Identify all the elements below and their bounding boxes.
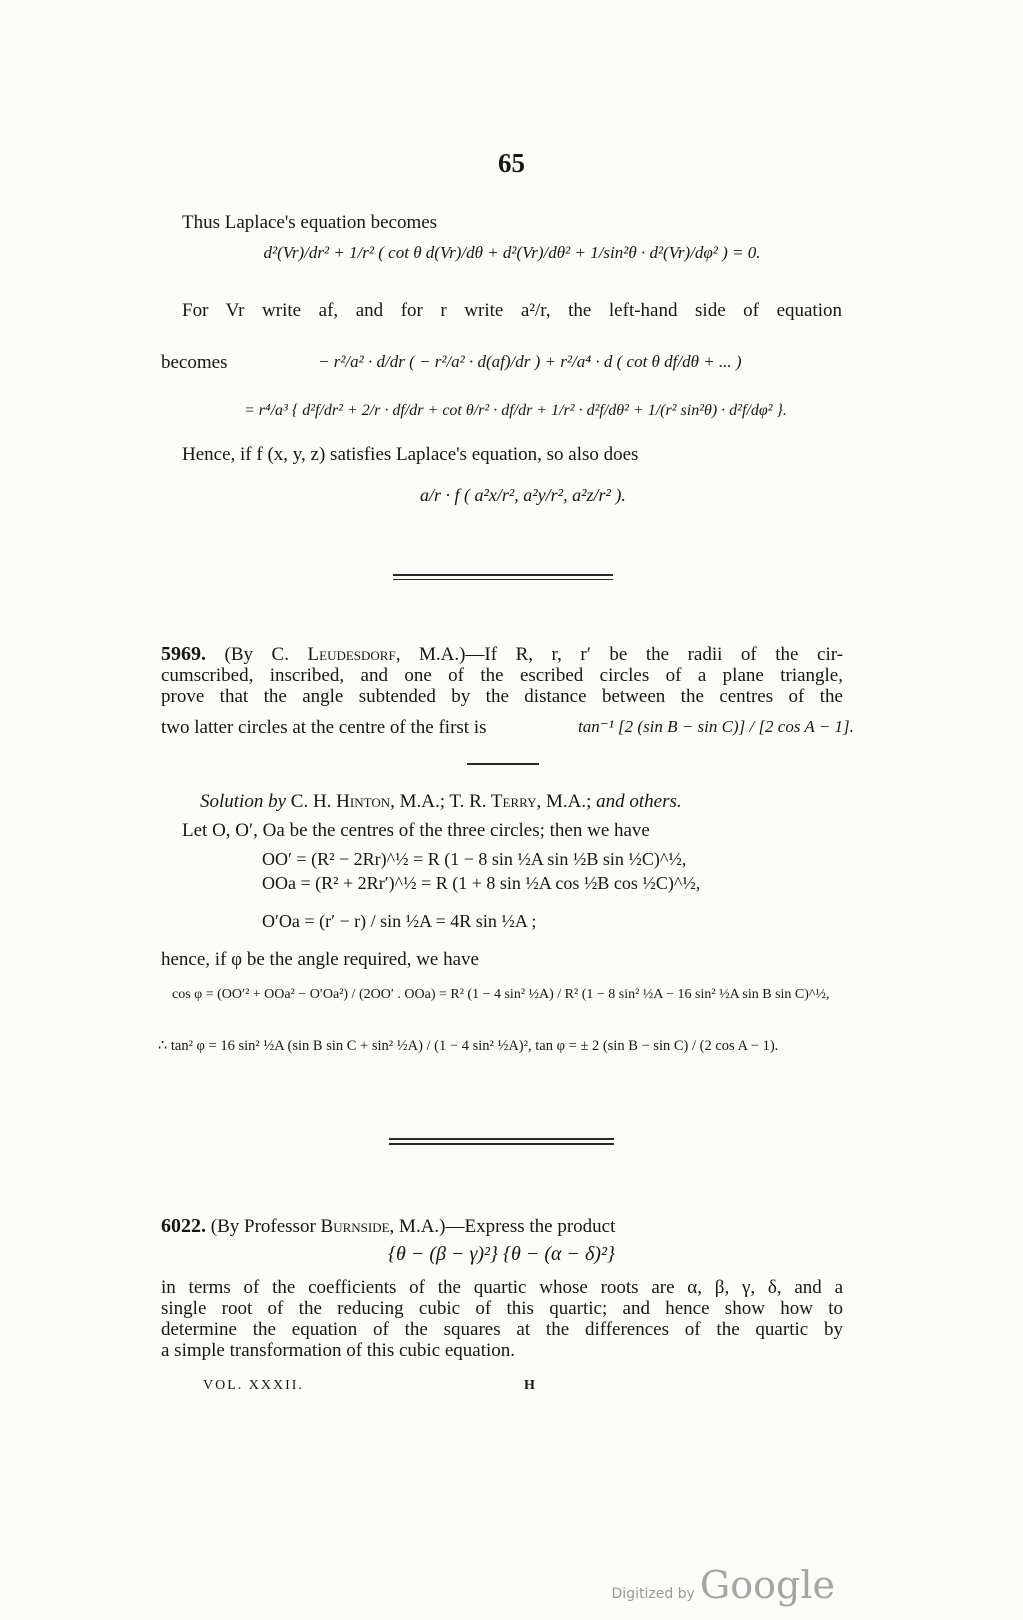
author-prefix: (By Professor (210, 1216, 321, 1237)
problem-5969-line (161, 643, 843, 666)
text-line: prove that the angle subtended by the distance between the centres of the (161, 686, 843, 707)
author-suffix: , M.A.)—If R, r, r′ be the radii of the cir- (395, 644, 843, 665)
text-line: two latter circles at the centre of the first is (161, 717, 487, 738)
google-logo: Google (699, 1563, 835, 1607)
text-label: becomes (161, 352, 228, 373)
watermark-prefix: Digitized by (611, 1586, 695, 1602)
text-line: Thus Laplace's equation becomes (182, 212, 438, 233)
equation: = r⁴/a³ { d²f/dr² + 2/r · df/dr + cot θ/r² · df/dr + 1/r² · d²f/dθ² + 1/(r² sin²θ) · d²f/dφ² }. (244, 402, 787, 419)
solution-heading-pre: Solution by (200, 791, 287, 812)
separator-rule (393, 574, 613, 576)
equation: a/r · f ( a²x/r², a²y/r², a²z/r² ). (420, 485, 626, 505)
text-line: single root of the reducing cubic of this quartic; and hence show how to (161, 1298, 843, 1319)
problem-6022-line (161, 1215, 615, 1238)
equation: O′Oa = (r′ − r) / sin ½A = 4R sin ½A ; (262, 911, 537, 931)
separator-rule (389, 1138, 614, 1140)
problem-number: 6022. (161, 1215, 206, 1237)
separator-rule (389, 1143, 614, 1145)
equation: OOa = (R² + 2Rr′)^½ = R (1 + 8 sin ½A cos ½B cos ½C)^½, (262, 873, 701, 893)
solution-heading-post: and others. (596, 791, 682, 812)
short-rule (467, 763, 539, 765)
digitized-watermark (612, 1563, 835, 1607)
text-line: hence, if φ be the angle required, we have (161, 949, 479, 970)
problem-number: 5969. (161, 643, 206, 665)
formula: {θ − (β − γ)²} {θ − (α − δ)²} (388, 1243, 615, 1265)
page-number: 65 (498, 148, 525, 178)
equation: OO′ = (R² − 2Rr)^½ = R (1 − 8 sin ½A sin ½B sin ½C)^½, (262, 849, 687, 869)
equation: cos φ = (OO′² + OOa² − O′Oa²) / (2OO′ . OOa) = R² (1 − 4 sin² ½A) / R² (1 − 8 sin² ½A − 16 sin² ½A sin B sin C)^½, (172, 987, 830, 1002)
text-line: in terms of the coefficients of the quartic whose roots are α, β, γ, δ, and a (161, 1277, 843, 1298)
author-name: Burnside (320, 1216, 390, 1237)
solution-heading-names: C. H. Hinton, M.A.; T. R. Terry, M.A.; (290, 791, 592, 812)
separator-rule (393, 579, 613, 580)
author-prefix: (By C. (224, 644, 308, 665)
author-name: Leudesdorf (307, 644, 396, 665)
equation: d²(Vr)/dr² + 1/r² ( cot θ d(Vr)/dθ + d²(Vr)/dθ² + 1/sin²θ · d²(Vr)/dφ² ) = 0. (263, 243, 761, 262)
solution-heading (200, 790, 682, 813)
text-line: Let O, O′, Oa be the centres of the three circles; then we have (182, 820, 650, 841)
signature-mark: H (524, 1378, 537, 1393)
text-line: Hence, if f (x, y, z) satisfies Laplace's equation, so also does (182, 444, 639, 465)
equation: − r²/a² · d/dr ( − r²/a² · d(af)/dr ) + r²/a⁴ · d ( cot θ df/dθ + ... ) (318, 352, 742, 371)
volume-label: VOL. XXXII. (203, 1378, 304, 1393)
text-line: a simple transformation of this cubic equation. (161, 1340, 516, 1361)
formula: tan⁻¹ [2 (sin B − sin C)] / [2 cos A − 1]. (578, 717, 854, 736)
text-line: cumscribed, inscribed, and one of the escribed circles of a plane triangle, (161, 665, 843, 686)
equation: ∴ tan² φ = 16 sin² ½A (sin B sin C + sin² ½A) / (1 − 4 sin² ½A)², tan φ = ± 2 (sin B − sin C) / (2 cos A − 1). (158, 1038, 779, 1054)
text-line: determine the equation of the squares at the differences of the quartic by (161, 1319, 843, 1340)
text-line: For Vr write af, and for r write a²/r, the left-hand side of equation (182, 300, 842, 321)
author-suffix: , M.A.)—Express the product (389, 1216, 616, 1237)
